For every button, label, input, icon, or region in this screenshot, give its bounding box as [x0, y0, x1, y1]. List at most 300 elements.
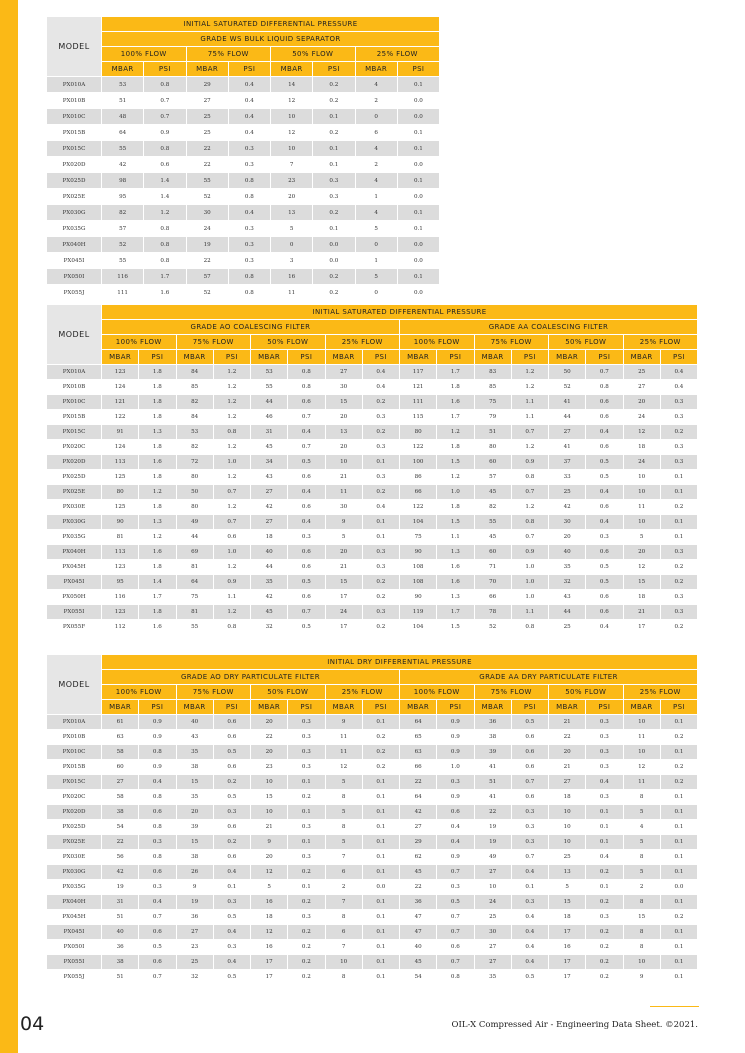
table-row	[47, 237, 439, 252]
value-cell: 0.6	[227, 534, 237, 540]
value-cell: 64	[119, 129, 127, 136]
model-cell: PX035G	[62, 225, 86, 232]
table-row	[47, 285, 439, 300]
flow-header: 75% FLOW	[177, 685, 251, 699]
value-cell: 55	[475, 515, 511, 529]
value-cell: 46	[265, 414, 273, 420]
value-cell: 1.8	[450, 384, 460, 390]
table-row	[47, 790, 697, 804]
value-cell: 0.1	[661, 955, 697, 969]
value-cell: 63	[400, 745, 436, 759]
value-cell: 15	[624, 575, 660, 589]
value-cell: 0.5	[586, 455, 622, 469]
value-cell: 45	[265, 444, 273, 450]
value-cell: 19	[475, 835, 511, 849]
value-cell: 20	[340, 414, 348, 420]
value-cell: 44	[251, 395, 287, 409]
value-cell: 7	[289, 161, 294, 168]
value-cell: 33	[563, 474, 571, 480]
value-cell: 85	[191, 384, 199, 390]
value-cell: 0.3	[376, 564, 386, 570]
value-cell: 44	[265, 564, 273, 570]
value-cell: 0.2	[599, 974, 609, 980]
value-cell: 0.6	[599, 504, 609, 510]
value-cell: 0.3	[288, 715, 324, 729]
flow-header: 75% FLOW	[475, 335, 549, 349]
value-cell: 15	[638, 914, 646, 920]
value-cell: 0.1	[413, 225, 423, 232]
value-cell: 0.3	[599, 794, 609, 800]
grade-header: GRADE AO COALESCING FILTER	[102, 320, 399, 334]
value-cell: 113	[102, 545, 138, 559]
value-cell: 36	[116, 944, 124, 950]
flow-header: 50% FLOW	[549, 685, 623, 699]
value-cell: 40	[549, 545, 585, 559]
value-cell: 10	[624, 745, 660, 759]
value-cell: 0.4	[244, 129, 254, 136]
value-cell: 11	[288, 289, 296, 296]
value-cell: 1.1	[450, 534, 460, 540]
value-cell: 1.5	[437, 455, 473, 469]
value-cell: 64	[414, 794, 422, 800]
mbar-header: MBAR	[356, 62, 397, 76]
value-cell: 0.5	[288, 455, 324, 469]
value-cell: 10	[489, 884, 497, 890]
value-cell: 0.6	[301, 474, 311, 480]
value-cell: 25	[177, 955, 213, 969]
value-cell: 0.3	[301, 764, 311, 770]
page-number: 04	[20, 1013, 45, 1035]
value-cell: 82	[177, 395, 213, 409]
table-row	[47, 380, 697, 394]
value-cell: 85	[489, 384, 497, 390]
value-cell: 1.2	[525, 444, 535, 450]
value-cell: 0.2	[376, 734, 386, 740]
model-cell: PX025E	[62, 193, 86, 200]
value-cell: 15	[177, 775, 213, 789]
value-cell: 0.6	[586, 545, 622, 559]
value-cell: 22	[187, 141, 228, 156]
value-cell: 9	[326, 515, 362, 529]
model-header: MODEL	[47, 655, 101, 714]
value-cell: 10	[271, 109, 312, 124]
model-cell: PX030E	[62, 854, 86, 860]
value-cell: 0.4	[214, 955, 250, 969]
value-cell: 50	[177, 485, 213, 499]
value-cell: 0.1	[661, 865, 697, 879]
value-cell: 58	[116, 794, 124, 800]
model-cell: PX020C	[62, 444, 86, 450]
value-cell: 27	[475, 955, 511, 969]
value-cell: 0.4	[586, 515, 622, 529]
value-cell: 0.6	[227, 854, 237, 860]
value-cell: 0.1	[398, 77, 439, 92]
value-cell: 0.6	[288, 545, 324, 559]
value-cell: 0.4	[139, 895, 175, 909]
value-cell: 5	[326, 835, 362, 849]
value-cell: 117	[400, 365, 436, 379]
value-cell: 1.8	[152, 444, 162, 450]
flow-header: 50% FLOW	[251, 685, 325, 699]
value-cell: 11	[326, 485, 362, 499]
value-cell: 0.6	[139, 865, 175, 879]
value-cell: 0.1	[674, 824, 684, 830]
value-cell: 37	[549, 455, 585, 469]
psi-header: PSI	[586, 350, 622, 364]
value-cell: 20	[624, 545, 660, 559]
value-cell: 0.1	[363, 925, 399, 939]
value-cell: 0.5	[512, 715, 548, 729]
value-cell: 125	[114, 474, 126, 480]
value-cell: 0.5	[586, 575, 622, 589]
model-cell: PX010B	[62, 384, 86, 390]
value-cell: 18	[563, 914, 571, 920]
flow-header: 75% FLOW	[475, 685, 549, 699]
value-cell: 0.4	[599, 854, 609, 860]
value-cell: 25	[203, 129, 211, 136]
value-cell: 0.9	[512, 455, 548, 469]
flow-header: 25% FLOW	[356, 47, 440, 61]
value-cell: 57	[489, 474, 497, 480]
value-cell: 66	[400, 485, 436, 499]
value-cell: 1.7	[152, 594, 162, 600]
table-row	[47, 865, 697, 879]
value-cell: 45	[400, 955, 436, 969]
model-cell: PX045H	[62, 564, 86, 570]
value-cell: 20	[251, 745, 287, 759]
value-cell: 54	[116, 824, 124, 830]
value-cell: 0.1	[363, 455, 399, 469]
value-cell: 1.0	[437, 485, 473, 499]
value-cell: 26	[177, 865, 213, 879]
value-cell: 0.3	[244, 161, 254, 168]
value-cell: 32	[191, 974, 199, 980]
value-cell: 0.8	[599, 384, 609, 390]
model-cell: PX045I	[47, 925, 101, 939]
table-row	[47, 455, 697, 469]
model-cell: PX020D	[62, 161, 86, 168]
value-cell: 0.2	[586, 925, 622, 939]
value-cell: 27	[549, 775, 585, 789]
value-cell: 0.9	[152, 764, 162, 770]
value-cell: 0.5	[599, 474, 609, 480]
mbar-header: MBAR	[177, 350, 213, 364]
value-cell: 48	[102, 109, 143, 124]
value-cell: 0.3	[229, 141, 270, 156]
value-cell: 0.3	[227, 944, 237, 950]
model-cell: PX030E	[62, 504, 86, 510]
value-cell: 0.2	[288, 925, 324, 939]
value-cell: 1.0	[512, 575, 548, 589]
value-cell: 8	[624, 925, 660, 939]
value-cell: 0.3	[586, 745, 622, 759]
value-cell: 0.2	[599, 944, 609, 950]
value-cell: 0.4	[525, 914, 535, 920]
value-cell: 1.8	[139, 395, 175, 409]
value-cell: 0.8	[512, 515, 548, 529]
mbar-header: MBAR	[177, 700, 213, 714]
value-cell: 38	[191, 764, 199, 770]
value-cell: 1.1	[512, 395, 548, 409]
value-cell: 0.0	[674, 884, 684, 890]
value-cell: 0.3	[599, 764, 609, 770]
value-cell: 18	[265, 534, 273, 540]
value-cell: 1.6	[152, 624, 162, 630]
value-cell: 0.8	[160, 257, 170, 264]
value-cell: 1.0	[525, 564, 535, 570]
value-cell: 0.1	[674, 794, 684, 800]
value-cell: 41	[549, 395, 585, 409]
value-cell: 95	[102, 575, 138, 589]
value-cell: 0.6	[301, 504, 311, 510]
value-cell: 0.3	[301, 734, 311, 740]
model-cell: PX010B	[62, 97, 86, 104]
value-cell: 0.3	[525, 824, 535, 830]
value-cell: 10	[326, 955, 362, 969]
value-cell: 0.3	[301, 914, 311, 920]
model-cell: PX045I	[47, 575, 101, 589]
value-cell: 0.0	[413, 257, 423, 264]
model-cell: PX055I	[47, 605, 101, 619]
value-cell: 0.3	[214, 805, 250, 819]
value-cell: 4	[356, 173, 397, 188]
value-cell: 0.3	[437, 775, 473, 789]
value-cell: 30	[340, 384, 348, 390]
value-cell: 1.2	[214, 395, 250, 409]
value-cell: 75	[191, 594, 199, 600]
value-cell: 9	[251, 835, 287, 849]
value-cell: 0.2	[586, 865, 622, 879]
table-row	[47, 530, 697, 544]
value-cell: 125	[114, 504, 126, 510]
value-cell: 41	[563, 444, 571, 450]
value-cell: 1.3	[437, 545, 473, 559]
value-cell: 0.7	[437, 925, 473, 939]
value-cell: 25	[489, 914, 497, 920]
value-cell: 104	[412, 624, 424, 630]
value-cell: 0.3	[376, 414, 386, 420]
model-cell: PX015B	[62, 764, 86, 770]
psi-header: PSI	[512, 700, 548, 714]
value-cell: 1.6	[160, 289, 170, 296]
value-cell: 10	[271, 141, 312, 156]
value-cell: 1.1	[512, 605, 548, 619]
value-cell: 82	[489, 504, 497, 510]
value-cell: 111	[400, 395, 436, 409]
model-cell: PX010B	[62, 734, 86, 740]
value-cell: 52	[489, 624, 497, 630]
value-cell: 0.1	[376, 824, 386, 830]
value-cell: 10	[326, 455, 362, 469]
value-cell: 123	[102, 605, 138, 619]
value-cell: 25	[187, 109, 228, 124]
model-cell: PX010C	[47, 395, 101, 409]
value-cell: 32	[265, 624, 273, 630]
value-cell: 44	[549, 605, 585, 619]
value-cell: 0.8	[152, 824, 162, 830]
value-cell: 10	[251, 805, 287, 819]
value-cell: 0.6	[301, 594, 311, 600]
value-cell: 27	[549, 425, 585, 439]
value-cell: 1.0	[525, 594, 535, 600]
value-cell: 0.3	[599, 734, 609, 740]
value-cell: 0.2	[329, 289, 339, 296]
value-cell: 0.8	[229, 173, 270, 188]
value-cell: 1.2	[227, 384, 237, 390]
value-cell: 0.4	[586, 775, 622, 789]
value-cell: 0.4	[229, 77, 270, 92]
value-cell: 6	[374, 129, 378, 136]
value-cell: 1.2	[214, 365, 250, 379]
model-cell: PX030G	[47, 515, 101, 529]
value-cell: 12	[251, 865, 287, 879]
value-cell: 6	[326, 925, 362, 939]
model-cell: PX015B	[62, 414, 86, 420]
value-cell: 0.5	[437, 895, 473, 909]
value-cell: 1.2	[227, 444, 237, 450]
value-cell: 0.6	[139, 925, 175, 939]
value-cell: 0.5	[288, 575, 324, 589]
value-cell: 0.1	[398, 141, 439, 156]
value-cell: 1.2	[214, 605, 250, 619]
model-cell: PX035G	[62, 884, 86, 890]
value-cell: 0.5	[301, 624, 311, 630]
value-cell: 43	[563, 594, 571, 600]
value-cell: 0.1	[674, 944, 684, 950]
value-cell: 82	[102, 205, 143, 220]
value-cell: 61	[102, 715, 138, 729]
value-cell: 39	[191, 824, 199, 830]
value-cell: 0.3	[661, 455, 697, 469]
value-cell: 17	[340, 594, 348, 600]
value-cell: 0.2	[674, 734, 684, 740]
value-cell: 0.3	[313, 173, 354, 188]
value-cell: 10	[624, 485, 660, 499]
value-cell: 1.7	[437, 605, 473, 619]
value-cell: 0.1	[313, 109, 354, 124]
value-cell: 7	[341, 944, 346, 950]
value-cell: 111	[117, 289, 128, 296]
value-cell: 0.9	[160, 129, 170, 136]
table-row	[47, 269, 439, 284]
model-cell: PX010C	[47, 745, 101, 759]
value-cell: 25	[563, 624, 571, 630]
psi-header: PSI	[363, 350, 399, 364]
value-cell: 4	[639, 824, 644, 830]
value-cell: 122	[114, 414, 126, 420]
value-cell: 0.0	[313, 237, 354, 252]
value-cell: 0.6	[227, 764, 237, 770]
value-cell: 12	[251, 925, 287, 939]
table-row	[47, 109, 439, 124]
model-cell: PX010A	[47, 715, 101, 729]
value-cell: 0.2	[376, 624, 386, 630]
value-cell: 0.7	[525, 534, 535, 540]
value-cell: 1.2	[227, 474, 237, 480]
value-cell: 0.2	[674, 624, 684, 630]
value-cell: 0.3	[586, 715, 622, 729]
value-cell: 2	[374, 161, 378, 168]
value-cell: 113	[102, 455, 138, 469]
value-cell: 24	[638, 414, 646, 420]
value-cell: 0.5	[227, 794, 237, 800]
value-cell: 0.2	[313, 205, 354, 220]
value-cell: 55	[119, 257, 127, 264]
value-cell: 0.1	[661, 805, 697, 819]
value-cell: 0.9	[450, 734, 460, 740]
value-cell: 0.2	[586, 895, 622, 909]
value-cell: 0.1	[599, 884, 609, 890]
value-cell: 20	[340, 444, 348, 450]
value-cell: 0.6	[139, 805, 175, 819]
value-cell: 22	[265, 734, 273, 740]
value-cell: 27	[638, 384, 646, 390]
value-cell: 0.5	[227, 914, 237, 920]
table-row	[47, 125, 439, 140]
value-cell: 47	[414, 914, 422, 920]
value-cell: 27	[251, 485, 287, 499]
value-cell: 80	[400, 425, 436, 439]
value-cell: 0.4	[450, 824, 460, 830]
value-cell: 112	[114, 624, 126, 630]
table-row	[47, 620, 697, 634]
value-cell: 0.2	[661, 575, 697, 589]
table-row	[47, 77, 439, 92]
value-cell: 44	[563, 414, 571, 420]
value-cell: 12	[340, 764, 348, 770]
table-row	[47, 775, 697, 789]
value-cell: 4	[356, 205, 397, 220]
table-row	[47, 605, 697, 619]
value-cell: 0.8	[152, 854, 162, 860]
value-cell: 84	[191, 414, 199, 420]
model-cell: PX020D	[47, 805, 101, 819]
mbar-header: MBAR	[400, 700, 436, 714]
table-row	[47, 485, 697, 499]
value-cell: 8	[639, 794, 644, 800]
value-cell: 69	[177, 545, 213, 559]
value-cell: 1.3	[450, 594, 460, 600]
value-cell: 18	[265, 914, 273, 920]
value-cell: 51	[119, 97, 127, 104]
value-cell: 0.6	[586, 395, 622, 409]
value-cell: 1.6	[450, 564, 460, 570]
value-cell: 0.5	[152, 944, 162, 950]
value-cell: 21	[265, 824, 273, 830]
value-cell: 23	[191, 944, 199, 950]
value-cell: 1	[374, 257, 378, 264]
value-cell: 0.4	[437, 835, 473, 849]
value-cell: 1.2	[437, 425, 473, 439]
model-header: MODEL	[47, 305, 101, 364]
value-cell: 0.9	[512, 545, 548, 559]
value-cell: 0.6	[450, 944, 460, 950]
model-cell: PX045I	[63, 257, 85, 264]
value-cell: 0.4	[229, 109, 270, 124]
footer-rule	[650, 1006, 699, 1007]
flow-header: 50% FLOW	[549, 335, 623, 349]
value-cell: 0.9	[152, 734, 162, 740]
value-cell: 12	[624, 425, 660, 439]
value-cell: 35	[251, 575, 287, 589]
value-cell: 78	[475, 605, 511, 619]
value-cell: 0.0	[398, 109, 439, 124]
psi-header: PSI	[139, 700, 175, 714]
value-cell: 0.1	[288, 835, 324, 849]
value-cell: 22	[475, 805, 511, 819]
value-cell: 0.2	[363, 425, 399, 439]
value-cell: 0.2	[674, 504, 684, 510]
